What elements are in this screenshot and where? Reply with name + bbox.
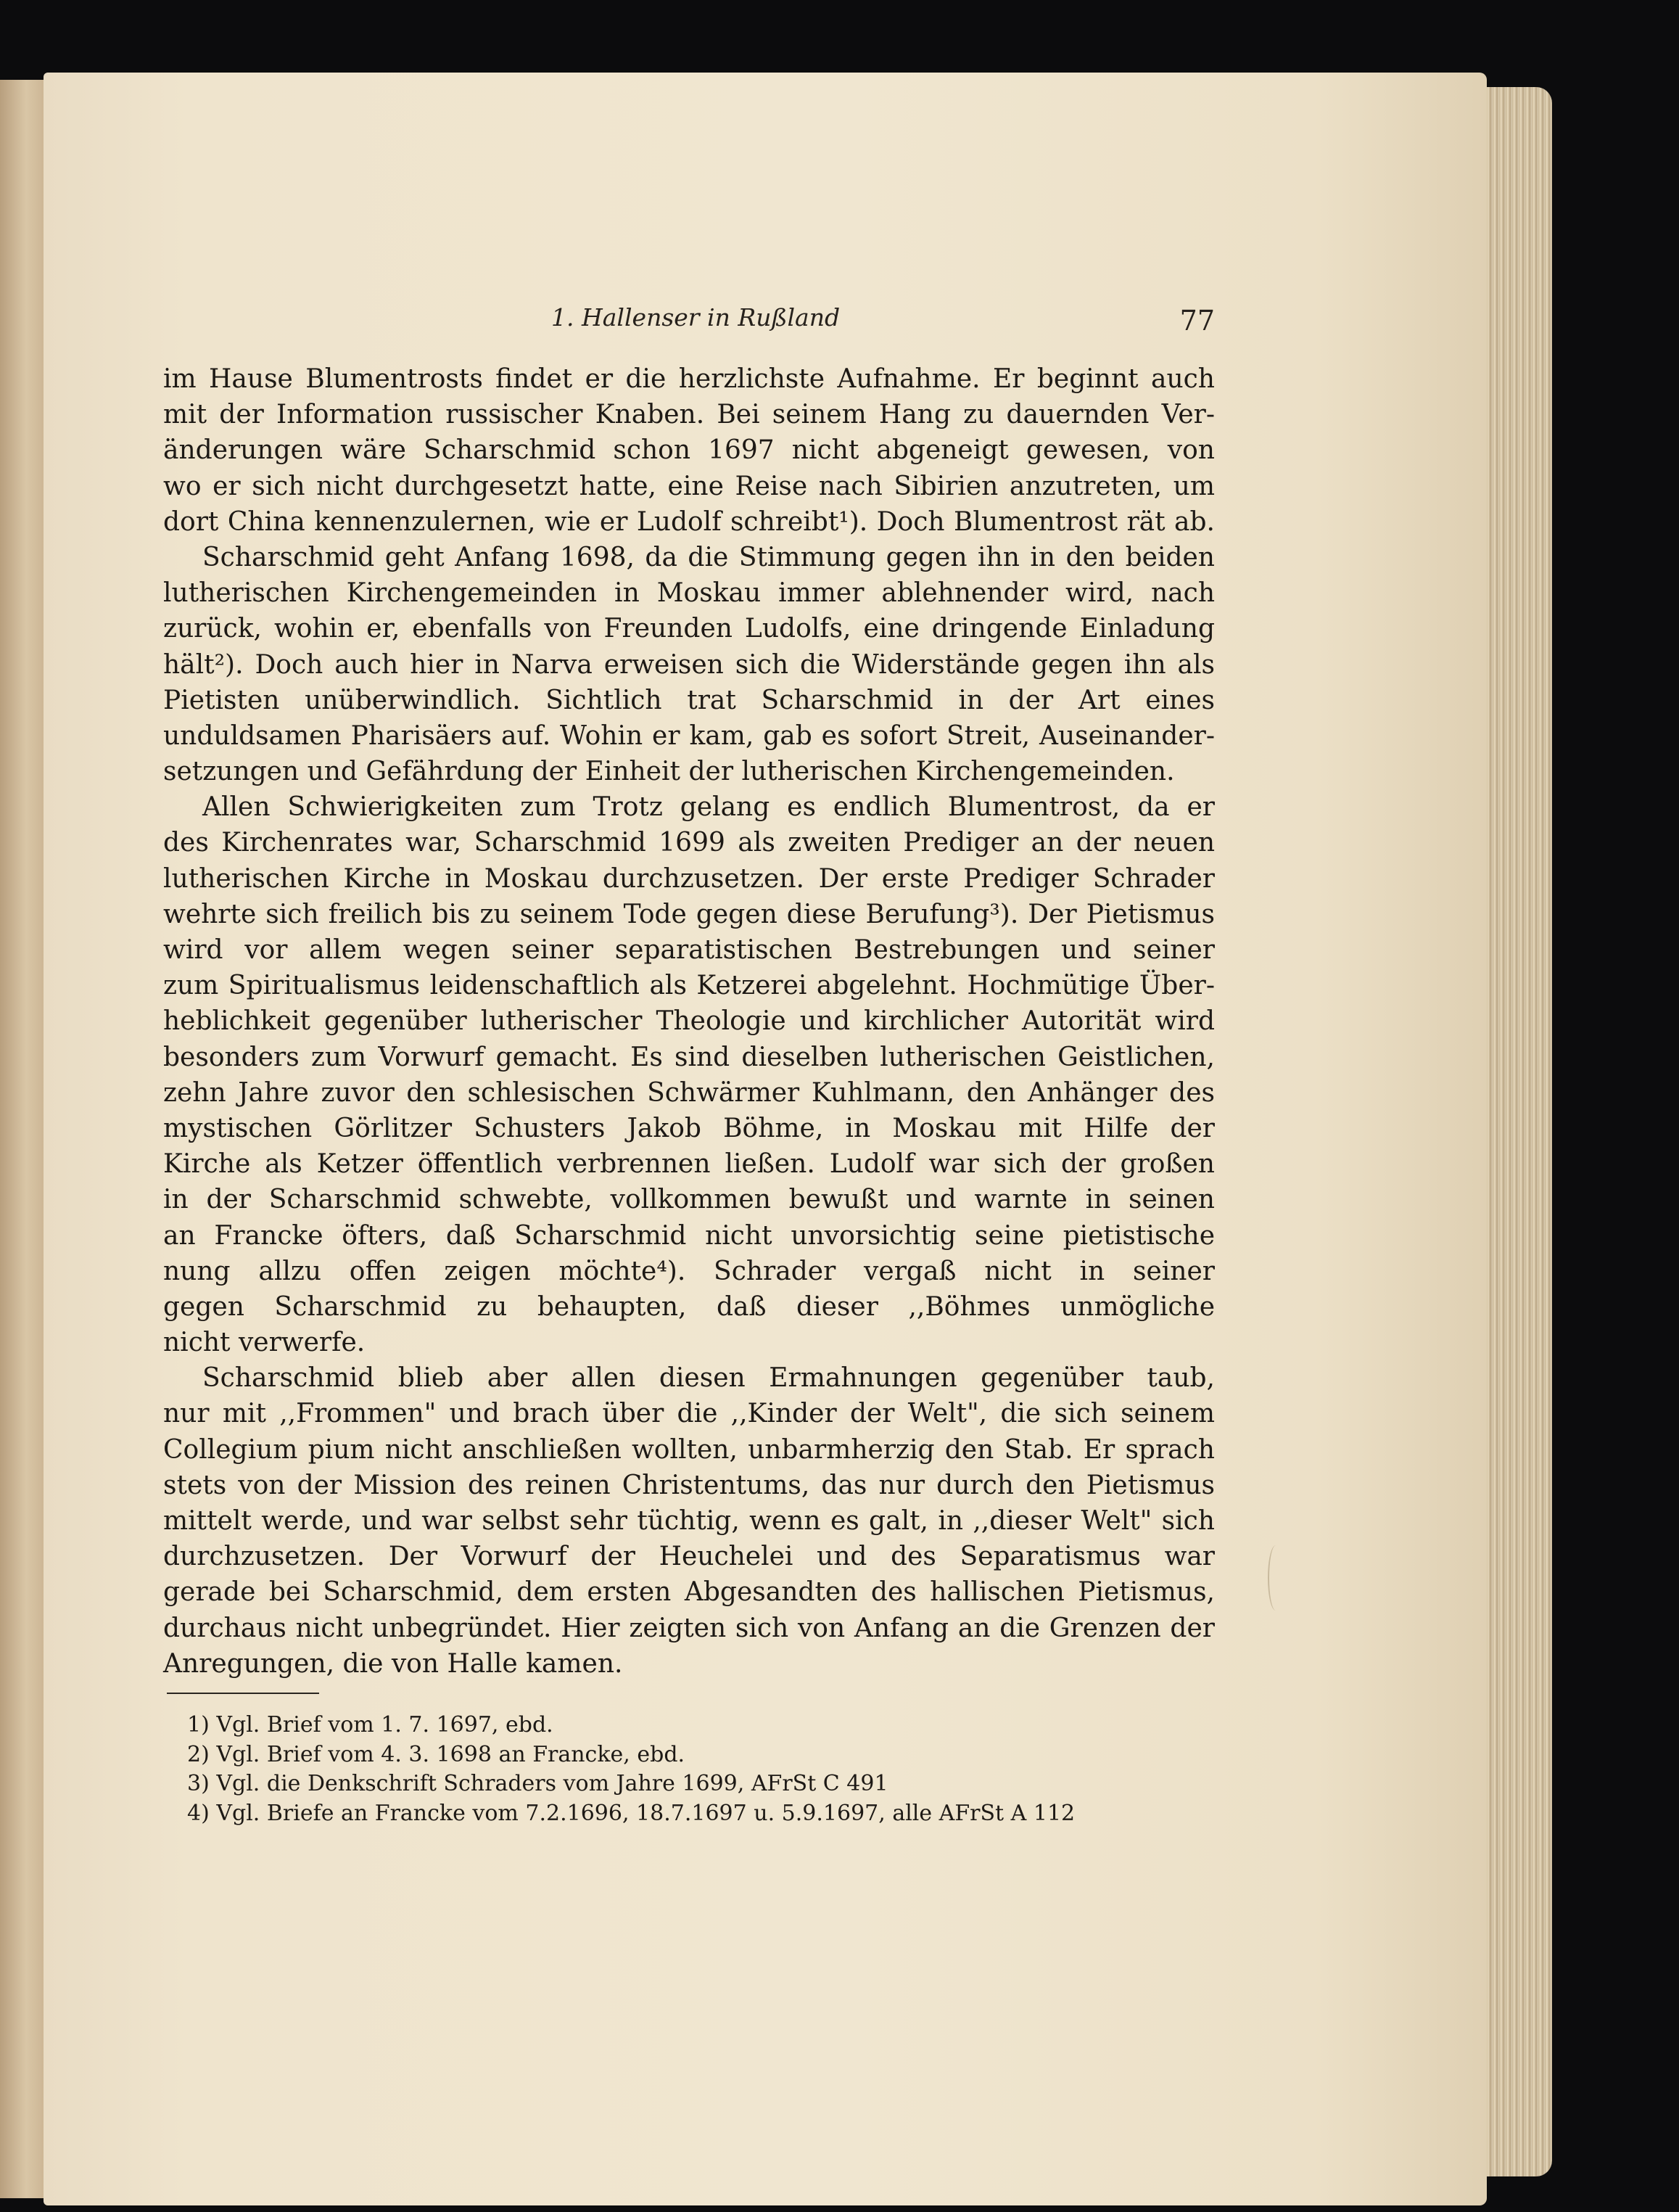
text-line: zurück, wohin er, ebenfalls von Freunden Ludolfs, eine dringende Einladung	[163, 614, 1215, 644]
footnote-mark: 1)	[187, 1712, 210, 1738]
footnote-divider	[167, 1693, 319, 1694]
text-line: nicht verwerfe.	[163, 1328, 366, 1358]
text-line: nur mit ,,Frommen" und brach über die ,,Kinder der Welt", die sich seinem	[163, 1399, 1215, 1429]
text-line: wo er sich nicht durchgesetzt hatte, eine Reise nach Sibirien anzutreten, um	[163, 471, 1215, 501]
text-line: besonders zum Vorwurf gemacht. Es sind dieselben lutherischen Geistlichen,	[163, 1042, 1215, 1072]
footnote-text: Vgl. die Denkschrift Schraders vom Jahre 1699, AFrSt C 491	[216, 1771, 888, 1796]
text-line: mittelt werde, und war selbst sehr tüchtig, wenn es galt, in ,,dieser Welt" sich	[163, 1506, 1215, 1536]
text-line: an Francke öfters, daß Scharschmid nicht unvorsichtig seine pietistische	[163, 1220, 1215, 1251]
footnote	[187, 1769, 1217, 1799]
footnote-mark: 4)	[187, 1800, 210, 1826]
page-number: 77	[1179, 305, 1215, 337]
footnote	[187, 1799, 1217, 1829]
footnote	[187, 1740, 1217, 1770]
text-line: Collegium pium nicht anschließen wollten, unbarmherzig den Stab. Er sprach	[163, 1434, 1215, 1465]
text-line: dort China kennenzulernen, wie er Ludolf schreibt¹). Doch Blumentrost rät ab.	[163, 506, 1215, 537]
text-line: heblichkeit gegenüber lutherischer Theologie und kirchlicher Autorität wird	[163, 1006, 1215, 1037]
text-line: Allen Schwierigkeiten zum Trotz gelang es endlich Blumentrost, da er	[202, 792, 1215, 823]
text-line: unduldsamen Pharisäers auf. Wohin er kam, gab es sofort Streit, Auseinander-	[163, 720, 1215, 751]
text-line: wird vor allem wegen seiner separatistischen Bestrebungen und seiner	[163, 935, 1215, 965]
footnote-text: Vgl. Brief vom 4. 3. 1698 an Francke, ebd.	[216, 1741, 685, 1767]
text-line: nung allzu offen zeigen möchte⁴). Schrader vergaß nicht in seiner	[163, 1256, 1215, 1286]
text-line: Scharschmid geht Anfang 1698, da die Stimmung gegen ihn in den beiden	[202, 542, 1215, 572]
running-head	[163, 303, 1215, 347]
footnote-text: Vgl. Brief vom 1. 7. 1697, ebd.	[216, 1712, 553, 1738]
footnotes	[187, 1711, 1217, 1828]
text-line: mystischen Görlitzer Schusters Jakob Böhme, in Moskau mit Hilfe der	[163, 1113, 1215, 1143]
text-line: setzungen und Gefährdung der Einheit der lutherischen Kirchengemeinden.	[163, 757, 1175, 787]
text-line: durchaus nicht unbegründet. Hier zeigten sich von Anfang an die Grenzen der	[163, 1613, 1215, 1643]
text-line: änderungen wäre Scharschmid schon 1697 nicht abgeneigt gewesen, von	[163, 435, 1215, 466]
footnote-text: Vgl. Briefe an Francke vom 7.2.1696, 18.7.1697 u. 5.9.1697, alle AFrSt A 112	[216, 1800, 1076, 1826]
text-line: zum Spiritualismus leidenschaftlich als Ketzerei abgelehnt. Hochmütige Über-	[163, 971, 1215, 1001]
text-line: in der Scharschmid schwebte, vollkommen bewußt und warnte in seinen	[163, 1185, 1215, 1215]
text-line: durchzusetzen. Der Vorwurf der Heuchelei und des Separatismus war	[163, 1542, 1215, 1572]
footnote-mark: 2)	[187, 1741, 210, 1767]
facing-page-edge	[0, 80, 44, 2198]
text-line: stets von der Mission des reinen Christentums, das nur durch den Pietismus	[163, 1470, 1215, 1500]
chapter-title: 1. Hallenser in Rußland	[551, 303, 841, 332]
text-line: Kirche als Ketzer öffentlich verbrennen ließen. Ludolf war sich der großen	[163, 1149, 1215, 1180]
body-text	[163, 361, 1215, 1682]
text-line: im Hause Blumentrosts findet er die herzlichste Aufnahme. Er beginnt auch	[163, 364, 1215, 394]
footnote	[187, 1711, 1217, 1740]
text-line: mit der Information russischer Knaben. Bei seinem Hang zu dauernden Ver-	[163, 400, 1215, 430]
text-line: hält²). Doch auch hier in Narva erweisen sich die Widerstände gegen ihn als	[163, 649, 1215, 680]
text-line: zehn Jahre zuvor den schlesischen Schwärmer Kuhlmann, den Anhänger des	[163, 1077, 1215, 1108]
footnote-mark: 3)	[187, 1771, 210, 1796]
text-line: lutherischen Kirchengemeinden in Moskau immer ablehnender wird, nach	[163, 578, 1215, 609]
text-line: des Kirchenrates war, Scharschmid 1699 als zweiten Prediger an der neuen	[163, 828, 1215, 858]
text-line: gegen Scharschmid zu behaupten, daß dieser ,,Böhmes unmögliche	[163, 1291, 1215, 1322]
text-line: Anregungen, die von Halle kamen.	[163, 1648, 623, 1679]
text-line: Pietisten unüberwindlich. Sichtlich trat Scharschmid in der Art eines	[163, 685, 1215, 715]
text-line: wehrte sich freilich bis zu seinem Tode gegen diese Berufung³). Der Pietismus	[163, 899, 1215, 929]
text-line: lutherischen Kirche in Moskau durchzusetzen. Der erste Prediger Schrader	[163, 863, 1215, 894]
text-line: Scharschmid blieb aber allen diesen Ermahnungen gegenüber taub,	[202, 1363, 1215, 1394]
book-page-stack	[1480, 87, 1552, 2176]
margin-pencil-mark	[1268, 1545, 1284, 1611]
text-line: gerade bei Scharschmid, dem ersten Abgesandten des hallischen Pietismus,	[163, 1577, 1215, 1608]
